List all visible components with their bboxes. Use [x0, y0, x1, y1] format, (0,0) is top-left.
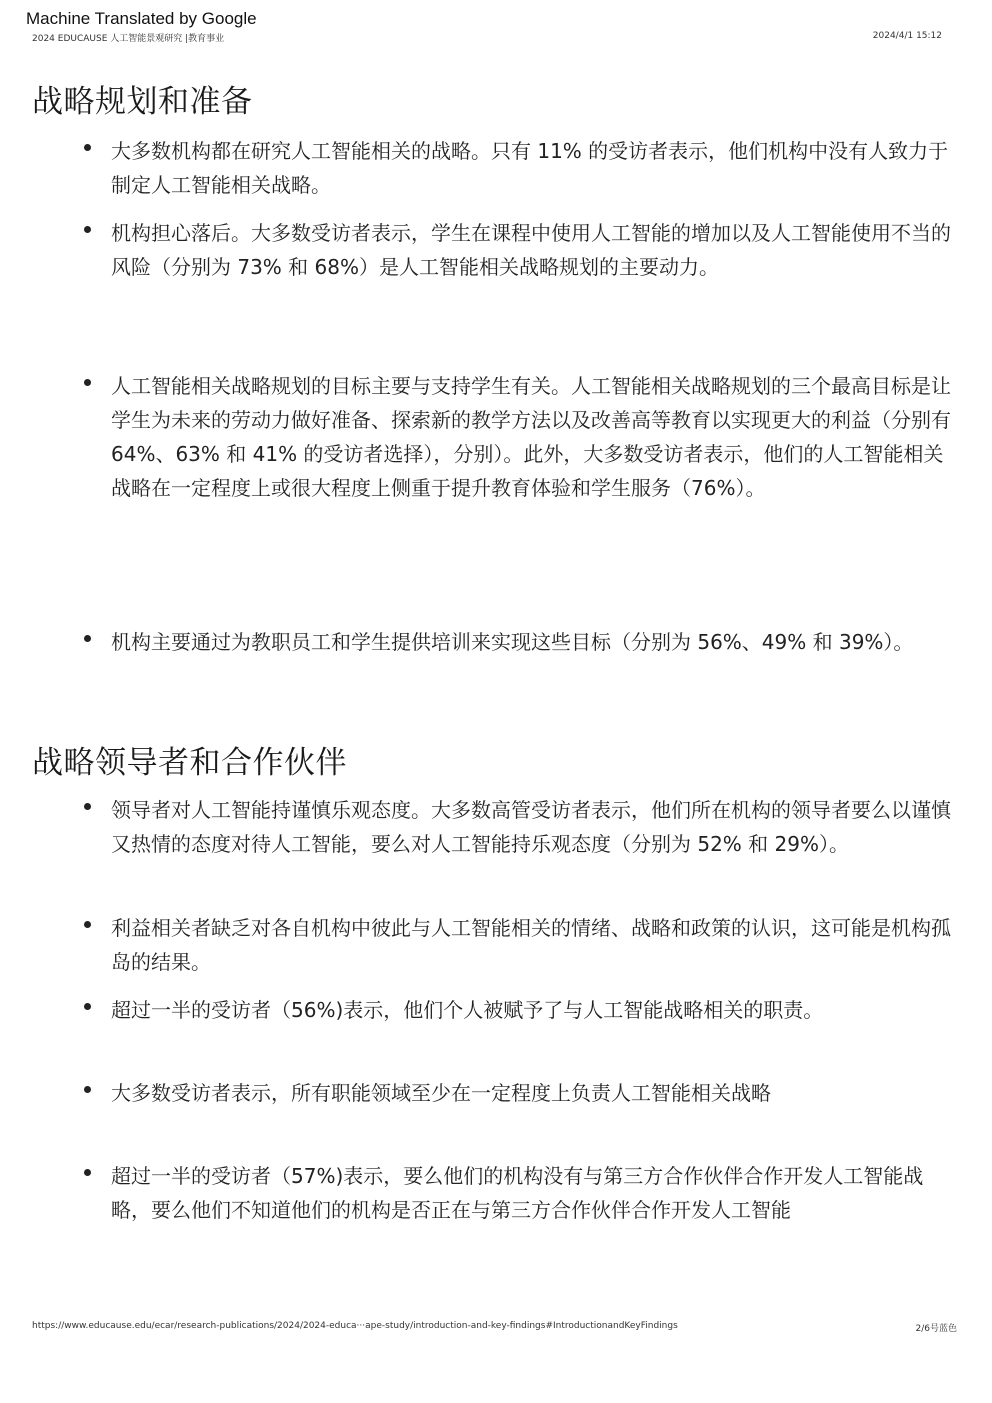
list-item-text: 机构主要通过为教职员工和学生提供培训来实现这些目标（分别为 56%、49% 和 39%）。	[111, 630, 914, 654]
list-item-text: 机构担心落后。大多数受访者表示，学生在课程中使用人工智能的增加以及人工智能使用不当的风险（分别为 73% 和 68%）是人工智能相关战略规划的主要动力。	[111, 221, 951, 279]
bullet-dot-icon	[84, 921, 91, 928]
list-item	[80, 793, 960, 861]
list-item-text: 人工智能相关战略规划的目标主要与支持学生有关。人工智能相关战略规划的三个最高目标是让学生为未来的劳动力做好准备、探索新的教学方法以及改善高等教育以实现更大的利益（分别有 64%、63% 和 41% 的受访者选择），分别）。此外，大多数受访者表示，他们的人工智能相关战略在一定程度上或很大程度上侧重于提升教育体验和学生服务（76%）。	[111, 374, 951, 500]
bullet-dot-icon	[84, 226, 91, 233]
list-item	[80, 911, 960, 979]
list-item	[80, 993, 960, 1027]
list-item	[80, 1159, 960, 1227]
header-title: 2024 EDUCAUSE 人工智能景观研究 |教育事业	[32, 34, 225, 44]
bullet-dot-icon	[84, 803, 91, 810]
list-item	[80, 134, 960, 202]
section-title-strategy-leaders: 战略领导者和合作伙伴	[32, 745, 347, 781]
bullet-dot-icon	[84, 1169, 91, 1176]
bullet-dot-icon	[84, 1003, 91, 1010]
list-item-text: 超过一半的受访者（56%)表示，他们个人被赋予了与人工智能战略相关的职责。	[111, 998, 824, 1022]
list-item	[80, 216, 960, 284]
bullet-dot-icon	[84, 144, 91, 151]
list-item	[80, 625, 960, 659]
machine-translation-banner: Machine Translated by Google	[26, 9, 257, 28]
footer-url: https://www.educause.edu/ecar/research-publications/2024/2024-educa···ape-study/introduction-and-key-findings#IntroductionandKeyFindings	[32, 1321, 678, 1331]
list-item-text: 领导者对人工智能持谨慎乐观态度。大多数高管受访者表示，他们所在机构的领导者要么以谨慎又热情的态度对待人工智能，要么对人工智能持乐观态度（分别为 52% 和 29%）。	[111, 798, 951, 856]
bullet-dot-icon	[84, 379, 91, 386]
bullet-dot-icon	[84, 635, 91, 642]
list-item	[80, 369, 960, 505]
header-timestamp: 2024/4/1 15:12	[872, 31, 942, 41]
section-title-strategy-planning: 战略规划和准备	[32, 84, 253, 120]
footer-page-number: 2/6号蓝色	[915, 1324, 957, 1334]
bullet-dot-icon	[84, 1086, 91, 1093]
list-item-text: 大多数机构都在研究人工智能相关的战略。只有 11% 的受访者表示，他们机构中没有人致力于制定人工智能相关战略。	[111, 139, 949, 197]
list-item-text: 超过一半的受访者（57%)表示，要么他们的机构没有与第三方合作伙伴合作开发人工智能战略，要么他们不知道他们的机构是否正在与第三方合作伙伴合作开发人工智能	[111, 1164, 924, 1222]
list-item-text: 大多数受访者表示，所有职能领域至少在一定程度上负责人工智能相关战略	[111, 1081, 771, 1105]
list-item-text: 利益相关者缺乏对各自机构中彼此与人工智能相关的情绪、战略和政策的认识，这可能是机构孤岛的结果。	[111, 916, 951, 974]
list-item	[80, 1076, 960, 1110]
